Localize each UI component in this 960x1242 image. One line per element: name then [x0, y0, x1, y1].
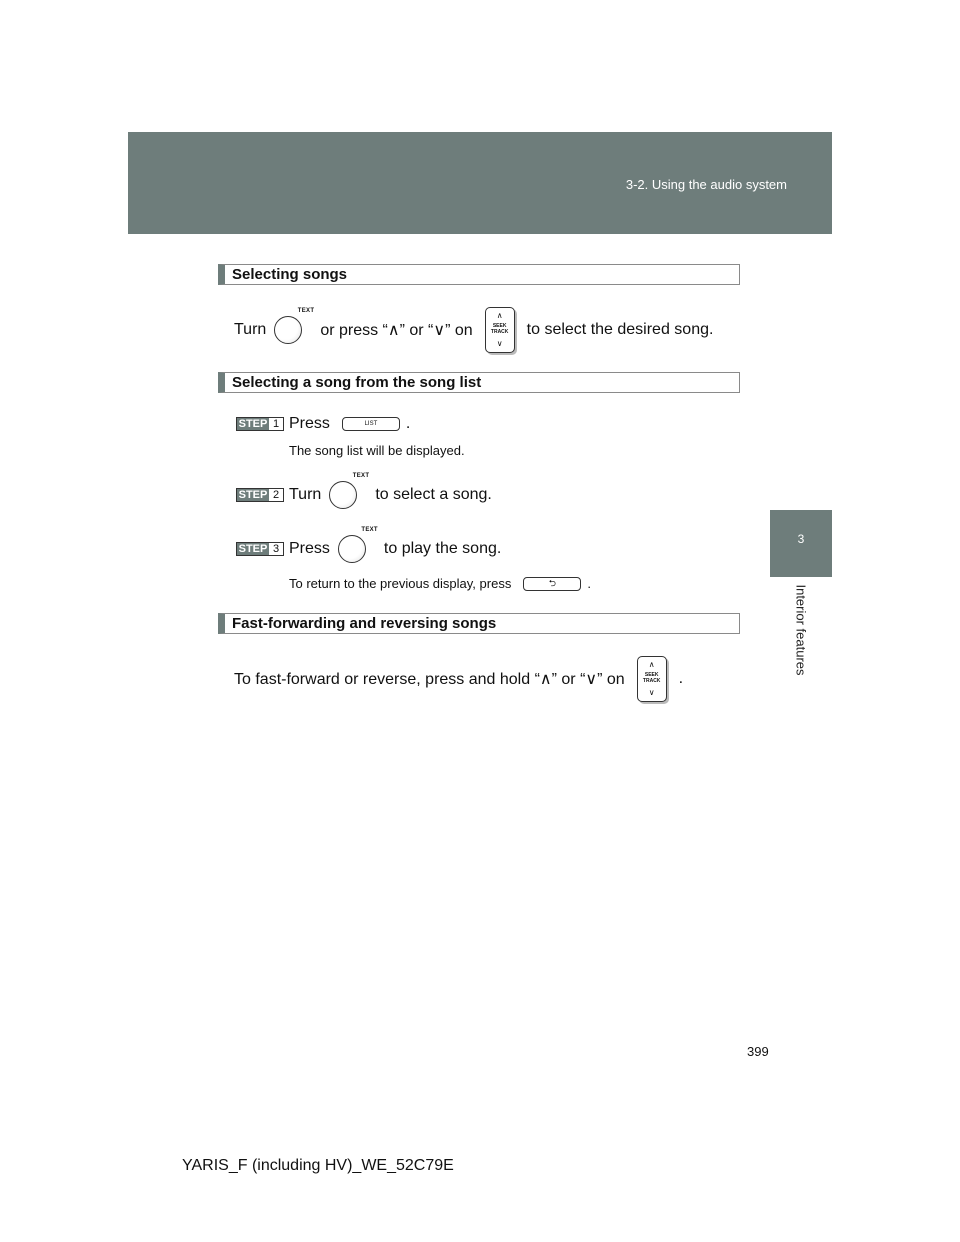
- heading-song-list: [218, 372, 740, 393]
- instruction-text: to select a song.: [375, 486, 492, 503]
- chapter-tab: [770, 510, 832, 577]
- chevron-down-icon: ∨: [648, 688, 655, 697]
- back-arrow-icon: ⮌: [548, 577, 556, 588]
- tune-knob-icon: [336, 527, 378, 567]
- step-2-text: [289, 473, 492, 513]
- header-band: [128, 132, 832, 234]
- step-number: 3: [269, 543, 283, 555]
- chevron-up-icon: ∧: [648, 660, 655, 669]
- knob-label: TEXT: [297, 308, 315, 314]
- instruction-fast-forward: [234, 655, 683, 703]
- step-1-note: The song list will be displayed.: [289, 443, 465, 458]
- heading-text: Fast-forwarding and reversing songs: [232, 615, 497, 632]
- instruction-text: Turn: [234, 321, 267, 338]
- note-text: .: [587, 576, 591, 591]
- instruction-text: .: [405, 415, 411, 432]
- step-word: STEP: [238, 418, 268, 430]
- step-1-text: [289, 413, 410, 435]
- heading-text: Selecting songs: [232, 266, 348, 283]
- instruction-text: Press: [289, 540, 330, 557]
- knob-label: TEXT: [352, 473, 370, 479]
- seek-track-button-icon: [485, 307, 515, 353]
- chevron-up-icon: ∧: [496, 311, 503, 320]
- instruction-selecting-songs: [234, 306, 713, 354]
- step-2-badge: [236, 488, 284, 502]
- step-word: STEP: [238, 489, 268, 501]
- section-title: 3-2. Using the audio system: [625, 177, 787, 192]
- step-3-badge: [236, 542, 284, 556]
- heading-fast-forward: [218, 613, 740, 634]
- seek-track-button-icon: [637, 656, 667, 702]
- document-code: YARIS_F (including HV)_WE_52C79E: [182, 1157, 454, 1174]
- step-number: 2: [269, 489, 283, 501]
- step-word: STEP: [238, 543, 268, 555]
- seek-label: SEEK TRACK: [490, 323, 509, 335]
- note-text: To return to the previous display, press: [289, 576, 512, 591]
- instruction-text: to select the desired song.: [526, 321, 714, 338]
- instruction-text: to play the song.: [383, 540, 502, 557]
- chapter-label: Interior features: [793, 584, 809, 676]
- chapter-number: 3: [797, 532, 805, 546]
- heading-selecting-songs: [218, 264, 740, 285]
- list-button-icon: [342, 417, 400, 431]
- tune-knob-icon: [327, 473, 370, 513]
- heading-text: Selecting a song from the song list: [232, 374, 482, 391]
- instruction-text: Press: [289, 415, 330, 432]
- tune-knob-icon: [272, 308, 315, 348]
- list-label: LIST: [364, 421, 378, 427]
- step-3-text: [289, 527, 502, 567]
- step-3-note: [289, 576, 591, 591]
- instruction-text: To fast-forward or reverse, press and hold “∧” or “∨” on: [234, 671, 625, 688]
- instruction-text: Turn: [289, 486, 322, 503]
- step-number: 1: [269, 418, 283, 430]
- knob-label: TEXT: [361, 527, 378, 533]
- seek-label: SEEK TRACK: [642, 672, 661, 684]
- instruction-text: .: [678, 670, 684, 687]
- step-1-badge: [236, 417, 284, 431]
- page-number: 399: [747, 1044, 769, 1059]
- back-button-icon: [523, 577, 581, 591]
- chevron-down-icon: ∨: [496, 339, 503, 348]
- instruction-text: or press “∧” or “∨” on: [320, 322, 473, 339]
